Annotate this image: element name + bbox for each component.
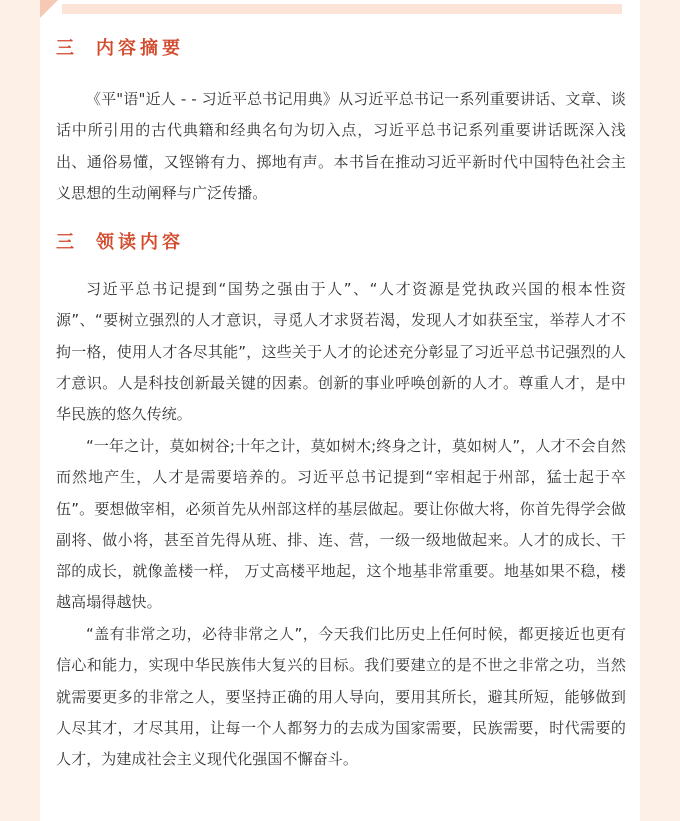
reading-paragraph-1: 习近平总书记提到“国势之强由于人”、“人才资源是党执政兴国的根本性资源”、“要树立强烈的人才意识，寻觅人才求贤若渴，发现人才如获至宝，举荐人才不拘一格，使用人才各尽其能”，这些关于人才的论述充分彰显了习近平总书记强烈的人才意识。人是科技创新最关键的因素。创新的事业呼唤创新的人才。尊重人才，是中华民族的悠久传统。 — [56, 280, 626, 424]
reading-heading — [56, 230, 184, 256]
summary-paragraph: 《平"语"近人 - - 习近平总书记用典》从习近平总书记一系列重要讲话、文章、谈话中所引用的古代典籍和经典名句为切入点，习近平总书记系列重要讲话既深入浅出、通俗易懂，又铿锵有力、掷地有声。本书旨在推动习近平新时代中国特色社会主义思想的生动阐释与广泛传播。 — [56, 90, 626, 202]
summary-heading — [56, 36, 184, 62]
reading-paragraph-2: “一年之计，莫如树谷;十年之计，莫如树木;终身之计，莫如树人”，人才不会自然而然地产生，人才是需要培养的。习近平总书记提到“宰相起于州部，猛士起于卒伍”。要想做宰相，必须首先从州部这样的基层做起。要让你做大将，你首先得学会做副将、做小将，甚至首先得从班、排、连、营，一级一级地做起来。人才的成长、干部的成长，就像盖楼一样， 万丈高楼平地起，这个地基非常重要。地基如果不稳，楼越高塌得越快。 — [56, 437, 626, 612]
top-decorative-bar — [62, 4, 622, 14]
reading-paragraph-3: “盖有非常之功，必待非常之人”，今天我们比历史上任何时候，都更接近也更有信心和能力，实现中华民族伟大复兴的目标。我们要建立的是不世之非常之功，当然就需要更多的非常之人，要坚持正确的用人导向，要用其所长，避其所短，能够做到人尽其才，才尽其用，让每一个人都努力的去成为国家需要，民族需要，时代需要的人才，为建成社会主义现代化强国不懈奋斗。 — [56, 625, 626, 769]
reading-heading-title: 领读内容 — [96, 232, 184, 253]
corner-decoration — [40, 0, 58, 18]
reading-heading-number: 三 — [56, 232, 74, 253]
summary-heading-title: 内容摘要 — [96, 38, 184, 59]
summary-heading-number: 三 — [56, 38, 74, 59]
